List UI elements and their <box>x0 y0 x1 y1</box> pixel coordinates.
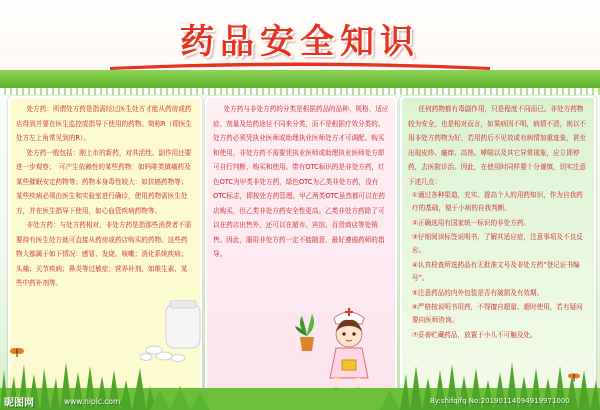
tip-item: ③仔细阅读标签说明书，了解其适应症，注意事项及不良反应。 <box>412 233 583 255</box>
panel-right-intro: 任何药物都有毒副作用，只是程度不同而已。非处方药物较为安全，也是相对而言，如果病因不明，病情不清，则以不用非处方药物为好，若用药后不见效或有病情加重迹象，甚至出现皮疹、瘙痒、高热、哮喘以及其它异常现象，应立即停药，去医院诊治。因此，在使用时同样要十分谨慎，切实注意下述几点： <box>408 105 587 186</box>
poster-title: 药品安全知识 <box>180 22 420 62</box>
butterfly-icon <box>10 346 24 358</box>
tip-item: ①通过各种渠道，充实、提高个人的用药知识，作为自我药疗的基础，便于小病的自我判断。 <box>412 191 583 212</box>
watermark-url: www.nipic.com <box>64 397 121 406</box>
panel-middle-paragraph: 处方药与非处方药的分类是根据药品的品种、规格、适应症、剂量及给药途径不同来分类，而不是根据疗效分类的。处方药必须凭执业医师或助理执业医师处方才可调配、购买和使用，非处方药不需要凭执业医师或助理执业医师处方即可自行判断、购买和使用。带有OTC标识的是非处方药，红色OTC为甲类非处方药，绿色OTC为乙类非处方药，没有OTC标志，即按处方药管理。甲乙两类OTC虽然都可以在药店购买，但乙类非处方药安全性更高。乙类非处方药除了可以在药店出售外，还可以在超市、宾馆、百货商店等处销售。因此，服用非处方药一定不能随意，最好遵循药师的指导。 <box>213 105 389 258</box>
potted-plant-icon <box>294 312 320 352</box>
watermark-logo: 昵图网 <box>4 398 34 409</box>
title-swoosh <box>110 60 490 70</box>
panel-left-paragraph: 处方药一般包括：刚上市的新药，对其活性、副作用还要进一步观察； 可产生依赖性的某些药物：如吗啡类镇痛药及某些催眠安定药物等；药物本身毒性较大：如抗癌药物等；某些疾病必须由医生和实验室进行确诊，使用药物需医生处方，并在医生指导下使用，如心血管疾病药物等。 <box>16 148 192 215</box>
green-banner-strip <box>0 70 600 90</box>
picket-fence <box>0 88 600 95</box>
tip-item: ②正确选用有国家统一标识的非处方药。 <box>412 218 531 227</box>
watermark-id: By:shifqifq No:20190114094919971000 <box>430 397 570 405</box>
tip-item: ⑥严格按说明书用药，不得擅自超量、超时使用，若有疑问要向医师咨询。 <box>412 303 583 325</box>
butterfly-icon <box>568 372 580 382</box>
panel-left-paragraph: 处方药：所谓处方药是指需经过医生处方才能从药房或药店得到并要在医生监控或指导下使用的药物。简称R（即医生处方左上角常见到的R）。 <box>16 105 193 142</box>
tip-item: ④认真检查所选药品有无批准文号及非处方药“登记证书编号”。 <box>412 260 580 282</box>
panel-left-paragraph: 非处方药：与处方药相对，非处方药是指那些消费者不需要持有医生处方就可直接从药房或药店购买的药物。这些药物大都属于如下情况：感冒、发烧、咳嗽；消化系统疾病；头痛；关节疾病；鼻炎等过敏症；营养补剂，如维生素、某些中药补剂等。 <box>16 221 192 287</box>
tip-item: ⑤注意药品的内外包装是否有破损及有效期。 <box>412 288 544 297</box>
tip-item: ⑦妥善贮藏药品，放置于小儿不可触及处。 <box>412 330 537 339</box>
